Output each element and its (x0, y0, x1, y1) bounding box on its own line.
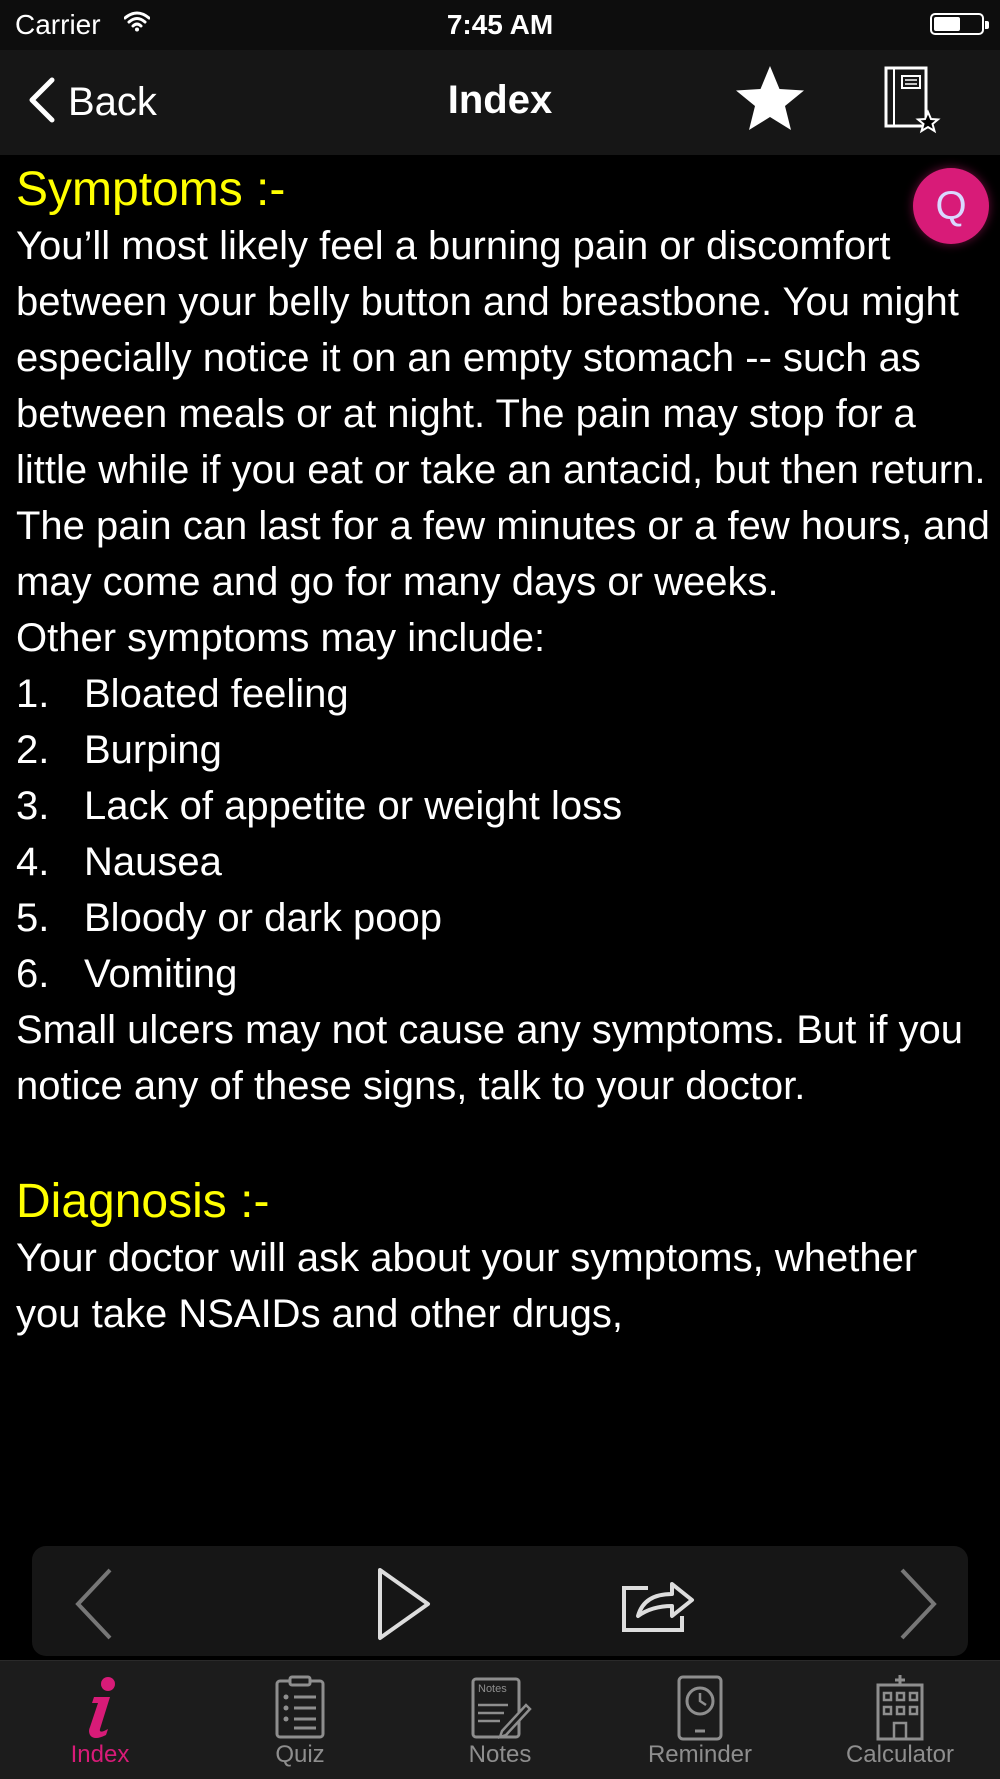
media-control-bar (32, 1546, 968, 1656)
play-icon[interactable] (374, 1566, 434, 1647)
article-content (16, 158, 991, 1538)
tab-label: Notes (468, 1741, 532, 1768)
navigation-bar (0, 50, 1000, 155)
list-item: 5. Bloody or dark poop (16, 896, 443, 940)
back-label: Back (68, 79, 157, 124)
tab-label: Reminder (647, 1741, 753, 1768)
list-item: 2. Burping (16, 728, 222, 772)
clock-icon (675, 1675, 725, 1746)
symptoms-intro: Other symptoms may include: (16, 616, 546, 660)
clock-time: 7:45 AM (446, 9, 554, 40)
battery-icon (930, 13, 984, 35)
list-item: 4. Nausea (16, 840, 222, 884)
tab-index[interactable] (0, 1661, 200, 1779)
list-item: 3. Lack of appetite or weight loss (16, 784, 623, 828)
tab-label: Index (70, 1741, 130, 1768)
status-bar (0, 0, 1000, 50)
tab-label: Calculator (845, 1741, 955, 1768)
svg-text:Notes: Notes (478, 1683, 507, 1695)
next-chevron-icon[interactable] (892, 1566, 942, 1647)
tab-calculator[interactable] (800, 1661, 1000, 1779)
info-icon (70, 1675, 130, 1744)
list-item: 1. Bloated feeling (16, 672, 349, 716)
symptoms-heading: Symptoms :- (16, 163, 286, 216)
tab-reminder[interactable] (600, 1661, 800, 1779)
tab-notes[interactable] (400, 1661, 600, 1779)
notes-icon (468, 1675, 532, 1746)
clipboard-icon (272, 1675, 328, 1746)
bookmarks-list-icon[interactable] (880, 64, 944, 149)
page-title: Index (447, 78, 553, 122)
tab-label: Quiz (275, 1741, 325, 1768)
favorite-star-icon[interactable] (730, 60, 810, 145)
list-item: 6. Vomiting (16, 952, 238, 996)
quiz-floating-button[interactable]: Q (913, 168, 989, 244)
symptoms-paragraph: You’ll most likely feel a burning pain or discomfort between your belly button and breastbone. You might especially notice it on an empty stomach -- such as between meals or at night. The pain may stop for a little while if you eat or take an antacid, but then return. The pain can last for a few minutes or a few hours, and may come and go for many days or weeks. (16, 224, 990, 604)
diagnosis-paragraph: Your doctor will ask about your symptoms, whether you take NSAIDs and other drugs, (16, 1236, 918, 1336)
tab-bar (0, 1660, 1000, 1779)
symptoms-footer: Small ulcers may not cause any symptoms. But if you notice any of these signs, talk to your doctor. (16, 1008, 964, 1108)
symptoms-list (16, 666, 991, 1002)
hospital-icon (870, 1675, 930, 1746)
carrier-label: Carrier (15, 9, 101, 40)
previous-chevron-icon[interactable] (70, 1566, 120, 1647)
diagnosis-heading: Diagnosis :- (16, 1175, 270, 1228)
tab-quiz[interactable] (200, 1661, 400, 1779)
share-icon[interactable] (618, 1566, 698, 1647)
